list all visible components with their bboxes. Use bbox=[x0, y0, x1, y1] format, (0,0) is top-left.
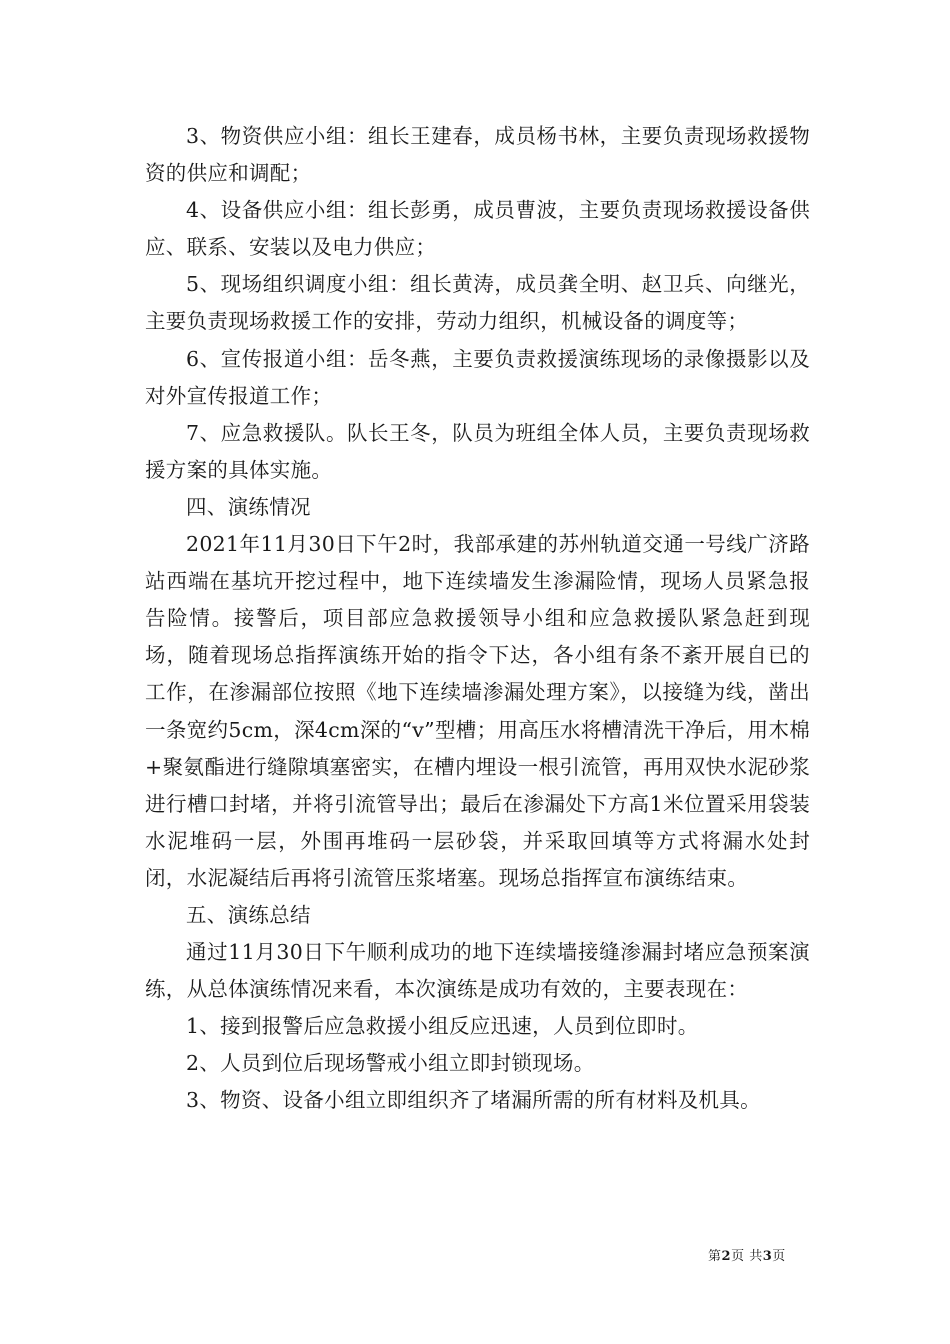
paragraph-publicity-group: 6、宣传报道小组：岳冬燕，主要负责救援演练现场的录像摄影以及对外宣传报道工作； bbox=[145, 346, 810, 408]
footer-prefix: 第 bbox=[708, 1249, 722, 1264]
paragraph-equipment-group: 4、设备供应小组：组长彭勇，成员曹波，主要负责现场救援设备供应、联系、安装以及电力供应； bbox=[145, 198, 810, 260]
document-body bbox=[145, 118, 810, 1120]
paragraph-summary-point-2: 2、人员到位后现场警戒小组立即封锁现场。 bbox=[186, 1051, 595, 1076]
footer-middle: 页 共 bbox=[731, 1249, 763, 1264]
paragraph-supply-group: 3、物资供应小组：组长王建春，成员杨书林，主要负责现场救援物资的供应和调配； bbox=[145, 124, 810, 186]
current-page-number: 2 bbox=[721, 1249, 732, 1264]
paragraph-dispatch-group: 5、现场组织调度小组：组长黄涛，成员龚全明、赵卫兵、向继光，主要负责现场救援工作的安排，劳动力组织，机械设备的调度等； bbox=[145, 272, 810, 334]
section-heading-drill-situation: 四、演练情况 bbox=[186, 494, 311, 519]
paragraph-summary-point-1: 1、接到报警后应急救援小组反应迅速，人员到位即时。 bbox=[186, 1014, 699, 1039]
paragraph-drill-description: 2021年11月30日下午2时，我部承建的苏州轨道交通一号线广济路站西端在基坑开挖过程中，地下连续墙发生渗漏险情，现场人员紧急报告险情。接警后，项目部应急救援领导小组和应急救援队紧急赶到现场，随着现场总指挥演练开始的指令下达，各小组有条不紊开展自已的工作，在渗漏部位按照《地下连续墙渗漏处理方案》，以接缝为线，凿出一条宽约5cm，深4cm深的“v”型槽；用高压水将槽清洗干净后，用木棉+聚氨酯进行缝隙填塞密实，在槽内埋设一根引流管，再用双快水泥砂浆进行槽口封堵，并将引流管导出；最后在渗漏处下方高1米位置采用袋装水泥堆码一层，外围再堆码一层砂袋，并采取回填等方式将漏水处封闭，水泥凝结后再将引流管压浆堵塞。现场总指挥宣布演练结束。 bbox=[145, 532, 810, 890]
paragraph-summary-point-3: 3、物资、设备小组立即组织齐了堵漏所需的所有材料及机具。 bbox=[186, 1088, 761, 1113]
section-heading-drill-summary: 五、演练总结 bbox=[186, 902, 311, 927]
footer-suffix: 页 bbox=[772, 1249, 786, 1264]
page-number-footer bbox=[708, 1248, 786, 1266]
paragraph-summary-intro: 通过11月30日下午顺利成功的地下连续墙接缝渗漏封堵应急预案演练，从总体演练情况来看，本次演练是成功有效的，主要表现在： bbox=[145, 940, 810, 1002]
paragraph-rescue-team: 7、应急救援队。队长王冬，队员为班组全体人员，主要负责现场救援方案的具体实施。 bbox=[145, 420, 810, 482]
total-page-number: 3 bbox=[762, 1249, 773, 1264]
